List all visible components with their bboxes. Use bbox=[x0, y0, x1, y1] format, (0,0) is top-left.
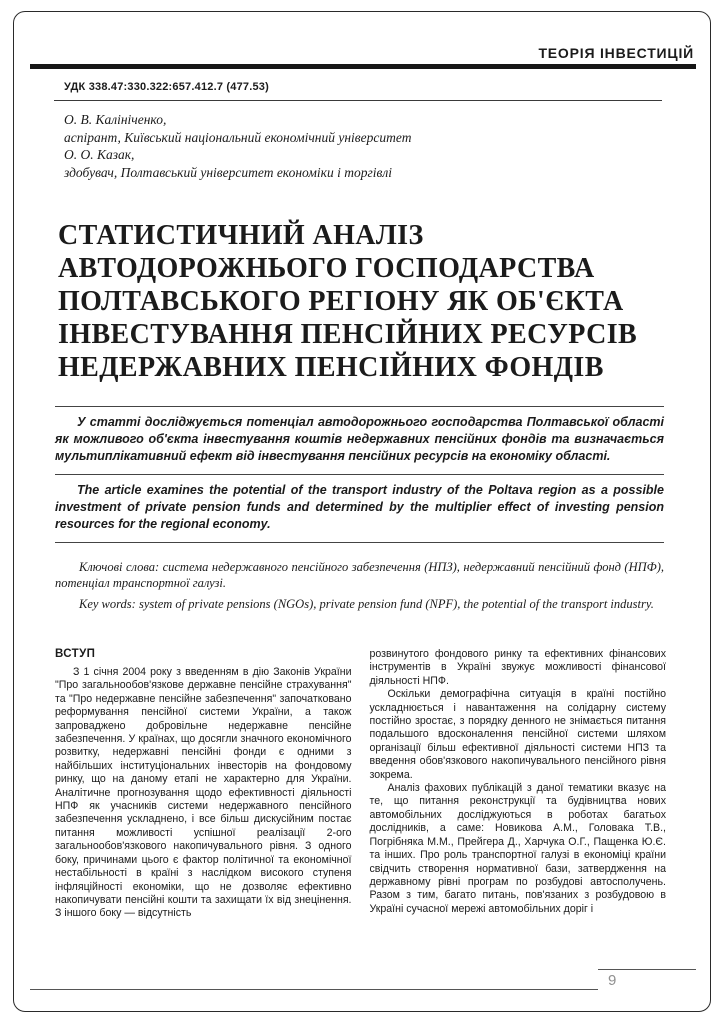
abstract-divider-bottom bbox=[55, 542, 664, 543]
section-heading-intro: ВСТУП bbox=[55, 648, 96, 660]
abstract-block bbox=[55, 406, 664, 543]
abstract-divider-middle bbox=[55, 474, 664, 475]
authors-block bbox=[64, 111, 664, 181]
udc-rule bbox=[54, 100, 662, 101]
body-paragraph: розвинутого фондового ринку та ефективних фінансових інструментів в Україні звужує можливості фінансової діяльності НПФ. bbox=[369, 648, 666, 687]
abstract-english: The article examines the potential of the transport industry of the Poltava region as a possible investment of private pension funds and determined by the multiplier effect of investing pension resources for the regional economy. bbox=[55, 483, 664, 531]
right-column bbox=[370, 648, 667, 921]
body-columns bbox=[55, 648, 666, 921]
title-line: ПОЛТАВСЬКОГО РЕГІОНУ ЯК ОБ'ЄКТА bbox=[58, 286, 624, 317]
journal-section-title: ТЕОРІЯ ІНВЕСТИЦІЙ bbox=[538, 45, 694, 61]
body-paragraph: З 1 січня 2004 року з введенням в дію Законів України "Про загальнообов'язкове державне пенсійне страхування" та "Про недержавне пенсійне забезпечення" започатковано реформування пенсійної системи України, а також запроваджено добровільне недержавне пенсійне забезпечення. У країнах, що досягли значного економічного розвитку, недержавні пенсійні фонди є одними з найбільших інституціональних інвесторів на фондовому ринку, що на даному етапі не характерно для України. Аналітичне прогнозування щодо ефективності діяльності НПФ як учасників системи недержавного пенсійного забезпечення ускладнено, і все більш дискусійним постає питання можливості успішної реалізації 2-ого загальнообов'язкового накопичувального рівня. З одного боку, причинами цього є фактор політичної та економічної нестабільності в країні з наслідком високого ступеня інфляційності економіки, що не дозволяє ефективно накопичувати пенсійні кошти та захищати їх від знецінення. З іншого боку — відсутність bbox=[55, 666, 352, 920]
abstract-ukrainian: У статті досліджується потенціал автодорожнього господарства Полтавської області як можливого об'єкта інвестування коштів недержавних пенсійних фондів та визначається мультиплікативний ефект від інвестування пенсійних ресурсів на економіку області. bbox=[55, 415, 664, 463]
author-name: О. В. Калініченко, bbox=[64, 112, 167, 127]
body-paragraph: Аналіз фахових публікацій з даної тематики вказує на те, що питання реконструкції та будівництва нових автомобільних досліджуються в роботах багатьох дослідників, а саме: Новикова А.М., Головака Т.В., Погрібняка М.М., Прейгера Д., Харчука О.Г., Пащенка Ю.Є. та інших. Про роль транспортної галузі в економіці країни свідчить створення нормативної бази, затвердження на державному рівні програм по розбудові автосполучень. Разом з тим, багато питань, пов'язаних з розбудовою в Україні сучасної мережі автомобільних доріг і bbox=[369, 782, 666, 915]
keywords-ukrainian: Ключові слова: система недержавного пенсійного забезпечення (НПЗ), недержавний пенсійний фонд (НПФ), потенціал транспортної галузі. bbox=[55, 560, 664, 590]
abstract-divider-top bbox=[55, 406, 664, 407]
author-affiliation: здобувач, Полтавський університет економіки і торгівлі bbox=[64, 164, 392, 180]
udc-code: УДК 338.47:330.322:657.412.7 (477.53) bbox=[64, 81, 269, 93]
page-number: 9 bbox=[608, 972, 617, 989]
keywords-block bbox=[55, 559, 664, 617]
footer-rule-right bbox=[598, 969, 696, 970]
author-affiliation: аспірант, Київський національний економічний університет bbox=[64, 129, 412, 145]
article-title bbox=[58, 219, 688, 384]
title-line: АВТОДОРОЖНЬОГО ГОСПОДАРСТВА bbox=[58, 253, 595, 284]
left-column bbox=[55, 648, 352, 921]
body-paragraph: Оскільки демографічна ситуація в країні постійно ускладнюється і навантаження на солідарну систему постійно зростає, з порядку денного не знімається питання подальшого вдосконалення пенсійної системи шляхом організації більш ефективної діяльності системи НПЗ та введення обов'язкового накопичувального пенсійного рівня зокрема. bbox=[369, 688, 666, 781]
footer-rule-left bbox=[30, 989, 598, 990]
header-rule bbox=[30, 64, 696, 69]
title-line: СТАТИСТИЧНИЙ АНАЛІЗ bbox=[58, 220, 424, 251]
author-name: О. О. Казак, bbox=[64, 147, 135, 162]
title-line: НЕДЕРЖАВНИХ ПЕНСІЙНИХ ФОНДІВ bbox=[58, 352, 604, 383]
title-line: ІНВЕСТУВАННЯ ПЕНСІЙНИХ РЕСУРСІВ bbox=[58, 319, 638, 350]
keywords-english: Key words: system of private pensions (NGOs), private pension fund (NPF), the potential of the transport industry. bbox=[79, 597, 654, 611]
